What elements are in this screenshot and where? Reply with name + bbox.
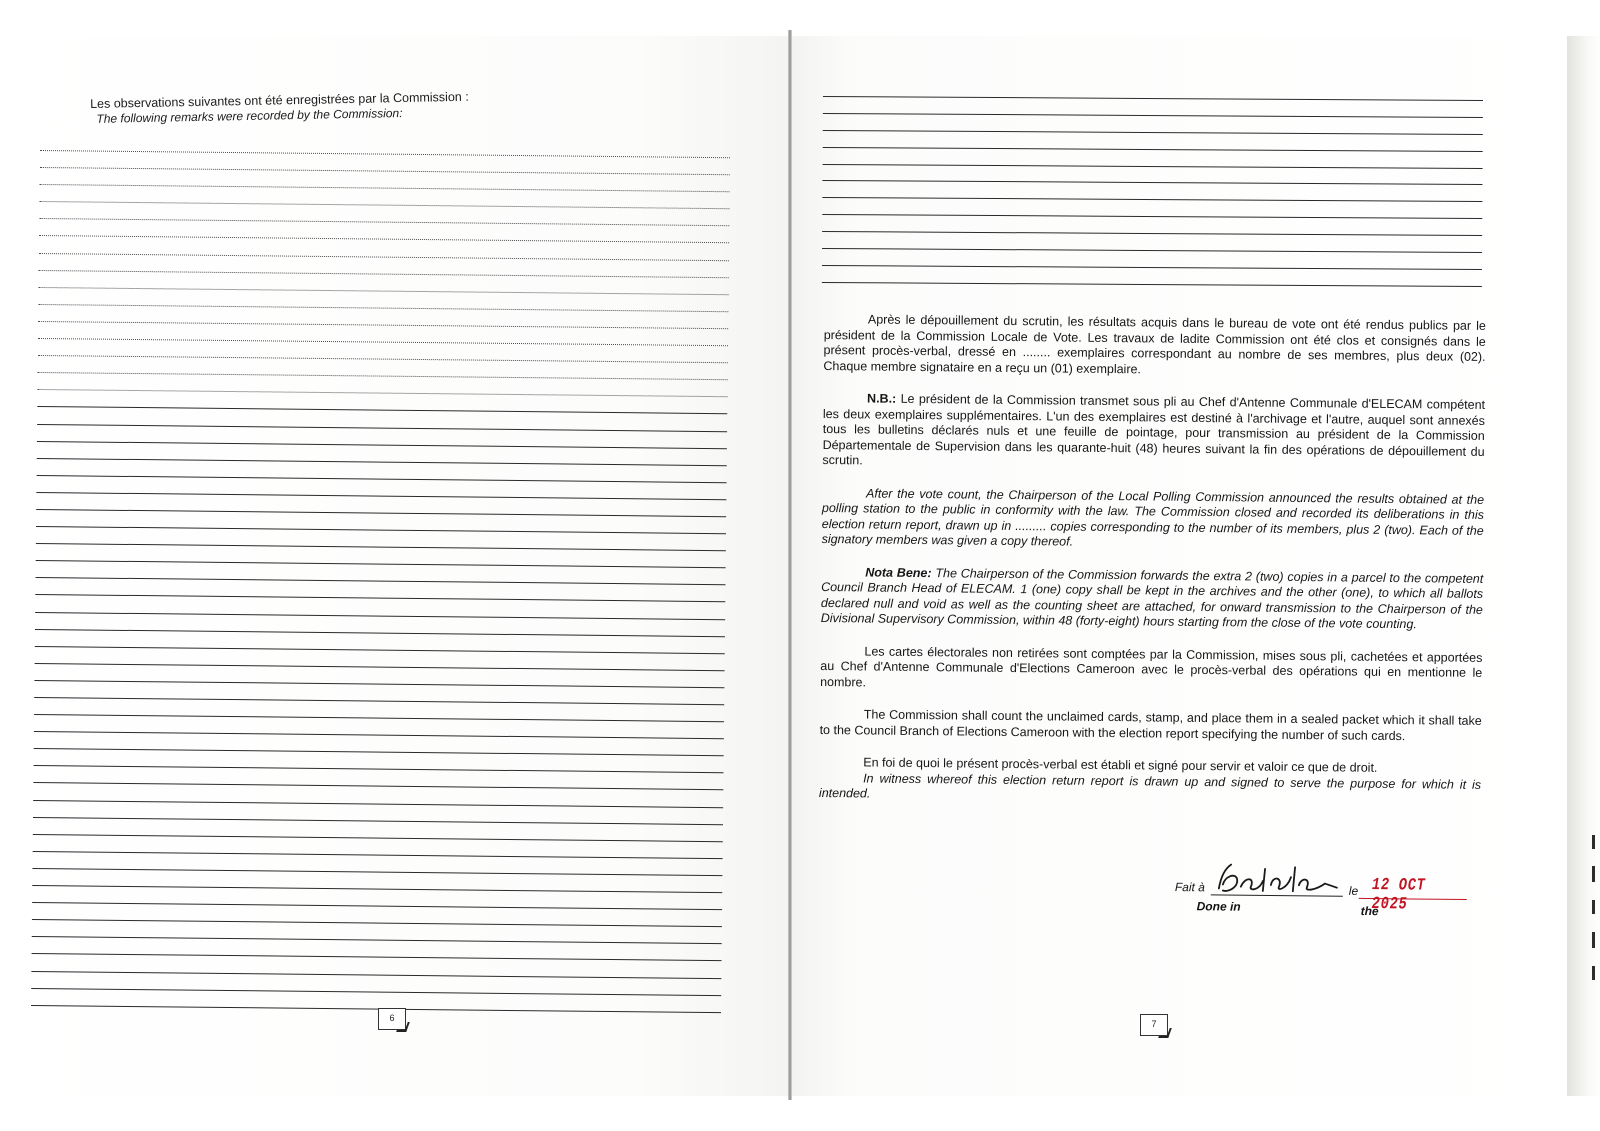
observations-heading-fr: Les observations suivantes ont été enregistrées par la Commission : (90, 89, 469, 111)
paragraph-cards-en: The Commission shall count the unclaimed cards, stamp, and place them in a sealed packet which it shall take to the Council Branch of Elections Cameroon with the election report specifying the number of such cards. (819, 707, 1482, 743)
ruled-line (37, 458, 727, 466)
nb-text: Le président de la Commission transmet sous pli au Chef d'Antenne Communale d'ELECAM compétent les deux exemplaires supplémentaires. L'un des exemplaires est destiné à l'archivage et l'autre, auquel sont annexés tous les bulletins déclarés nuls et une feuille de pointage, pour transmission au président de la Commission Départementale de Supervision dans les quarante-huit (48) heures suivant la fin des opérations de dépouillement du scrutin. (822, 391, 1486, 468)
ruled-line (39, 287, 729, 295)
page-number-right: 7 (1140, 1014, 1168, 1036)
ruled-line (37, 423, 727, 431)
paragraph-witness-fr: En foi de quoi le présent procès-verbal est établi et signé pour servir et valoir ce que de droit. (863, 755, 1378, 775)
nota-bene-text: The Chairperson of the Commission forwards the extra 2 (two) copies in a parcel to the competent Council Branch Head of ELECAM. 1 (one) copy shall be kept in the archives and the other (one), to which all ballots declared null and void as well as the counting sheet are attached, for onward transmission to the Chairperson of the Divisional Supervisory Commission, within 48 (forty-eight) hours starting from the close of the vote counting. (820, 565, 1484, 632)
ruled-line (822, 197, 1482, 202)
next-page-edge (1567, 36, 1600, 1096)
ruled-line (39, 235, 729, 243)
ruled-line (37, 475, 727, 483)
paragraph-nota-bene-en (821, 564, 1484, 633)
handwritten-place-signature (1215, 862, 1345, 899)
ruled-line (823, 113, 1483, 118)
ruled-line (34, 697, 724, 705)
ruled-line (40, 167, 730, 175)
ruled-line (35, 663, 725, 671)
ruled-line (35, 646, 725, 654)
ruled-line (38, 355, 728, 363)
ruled-line (33, 851, 723, 859)
ruled-line (38, 321, 728, 329)
ruled-line (822, 180, 1482, 185)
ruled-line (40, 184, 730, 192)
ruled-line (38, 304, 728, 312)
ruled-line (822, 282, 1482, 287)
nota-bene-label: Nota Bene: (865, 564, 932, 580)
ruled-line (37, 389, 727, 397)
the-label: the (1360, 903, 1379, 919)
ruled-line (822, 248, 1482, 253)
ruled-line (33, 834, 723, 842)
paragraph-cards-fr: Les cartes électorales non retirées sont comptées par la Commission, mises sous pli, cachetées et apportées au Chef d'Antenne Communale d'Elections Cameroon avec le procès-verbal des opérations qui en mentionne le nombre. (820, 643, 1483, 689)
ruled-line (32, 902, 722, 910)
ruled-line (32, 953, 722, 961)
ruled-line (36, 577, 726, 585)
ruled-line (38, 372, 728, 380)
ruled-line (31, 988, 721, 996)
ruled-line (823, 164, 1483, 169)
fait-a-label: Fait à (1174, 879, 1205, 895)
le-label: le (1348, 883, 1359, 898)
ruled-line (823, 130, 1483, 135)
ruled-line (34, 748, 724, 756)
remarks-ruled-lines (31, 150, 730, 1029)
ruled-line (33, 782, 723, 790)
ruled-line (32, 936, 722, 944)
ruled-line (34, 765, 724, 773)
paragraph-witness-en: In witness whereof this election return report is drawn up and signed to serve the purpose for which it is intended. (818, 770, 1482, 801)
ruled-line (38, 338, 728, 346)
ruled-line (36, 526, 726, 534)
report-body (819, 312, 1486, 825)
ruled-line (34, 731, 724, 739)
ruled-line (31, 970, 721, 978)
ruled-line (822, 231, 1482, 236)
ruled-line (37, 406, 727, 414)
ruled-line (35, 612, 725, 620)
ruled-line (822, 265, 1482, 270)
ruled-line (39, 270, 729, 278)
ruled-line (35, 594, 725, 602)
ruled-line (822, 214, 1482, 219)
edge-mark (1592, 966, 1595, 980)
done-in-label: Done in (1196, 899, 1241, 914)
continuation-ruled-lines (822, 96, 1483, 303)
nb-label: N.B.: (867, 391, 897, 406)
ruled-line (32, 919, 722, 927)
ruled-line (31, 1005, 721, 1013)
ruled-line (36, 509, 726, 517)
ruled-line (36, 492, 726, 500)
edge-mark (1592, 835, 1595, 849)
ruled-line (823, 147, 1483, 152)
ruled-line (33, 800, 723, 808)
ruled-line (36, 543, 726, 551)
ruled-line (34, 714, 724, 722)
ruled-line (33, 817, 723, 825)
ruled-line (39, 218, 729, 226)
paragraph-results-en: After the vote count, the Chairperson of the Local Polling Commission announced the results obtained at the polling station to the public in conformity with the law. The Commission closed and recorded its deliberations in this election return report, drawn up in ......... copies corresponding to the number of its members, plus 2 (two). Each of the signatory members was given a copy thereof. (821, 485, 1485, 549)
paragraph-nb-fr (822, 391, 1485, 475)
ruled-line (37, 441, 727, 449)
ruled-line (35, 629, 725, 637)
edge-mark (1592, 866, 1595, 882)
paragraph-results-fr: Après le dépouillement du scrutin, les résultats acquis dans le bureau de vote ont été rendus publics par le président de la Commission Locale de Vote. Les travaux de ladite Commission ont été clos et consignés dans le présent procès-verbal, dressé en ........ exemplaires correspondant au nombre de ses membres, plus deux (02). Chaque membre signataire en a reçu un (01) exemplaire. (823, 312, 1486, 376)
edge-mark (1592, 900, 1595, 914)
observations-heading-en: The following remarks were recorded by the Commission: (96, 106, 403, 126)
signature-block (1174, 874, 1495, 937)
page-number-left: 6 (378, 1008, 406, 1030)
ruled-line (36, 560, 726, 568)
ruled-line (39, 253, 729, 261)
edge-mark (1592, 932, 1595, 948)
date-stamp: 12 OCT 2025 (1371, 876, 1426, 915)
ruled-line (32, 868, 722, 876)
ruled-line (32, 885, 722, 893)
ruled-line (34, 680, 724, 688)
ruled-line (39, 201, 729, 209)
